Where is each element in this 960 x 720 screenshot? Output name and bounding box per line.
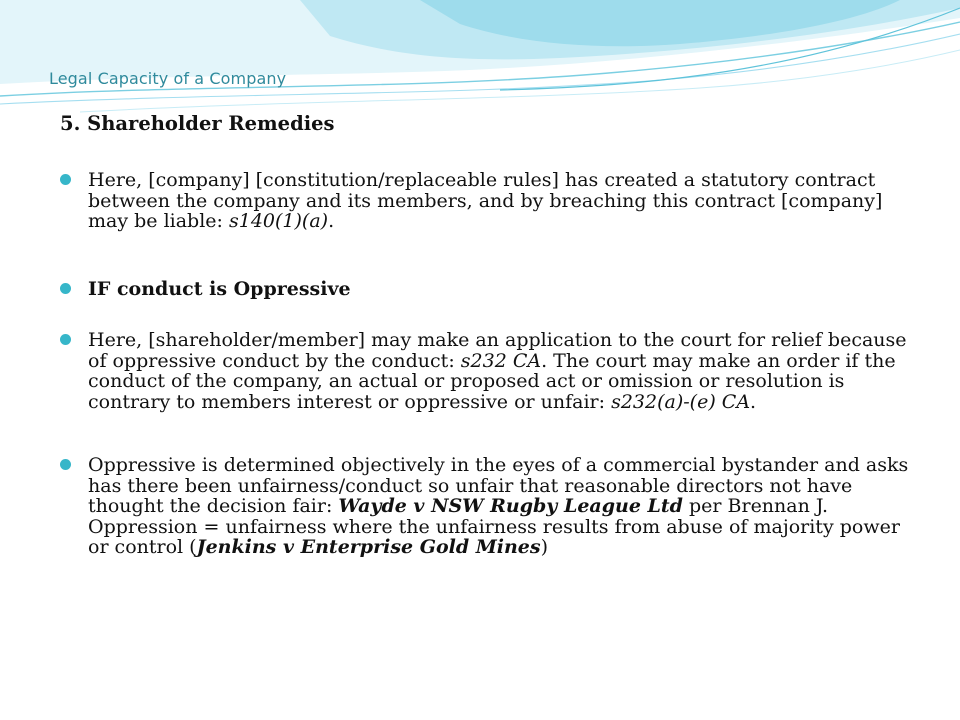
header-wave-decoration — [0, 0, 960, 130]
bullet-end: . — [328, 210, 335, 232]
bullet-dot-icon — [60, 334, 71, 345]
bullet-text: Here, [shareholder/member] may make an application to the court for relief because of oppressive conduct by the conduct: — [88, 329, 907, 372]
bullet-statutory-contract — [60, 170, 910, 232]
bullet-text: IF conduct is Oppressive — [88, 277, 351, 300]
case-name: Wayde v NSW Rugby League Ltd — [338, 495, 683, 517]
bullet-end: . — [750, 390, 757, 413]
citation: s232(a)-(e) CA — [611, 390, 751, 413]
slide-title: Legal Capacity of a Company — [49, 69, 287, 88]
bullet-text: Here, [company] [constitution/replaceable rules] has created a statutory contract between the company and its members, and by breaching this contract [company] may be liable: — [88, 169, 883, 232]
bullet-text: Oppressive is determined objectively in the eyes of a commercial bystander and asks has there been unfairness/conduct so unfair that reasonable directors not have thought the decision fair: — [88, 454, 909, 517]
bullet-text: . The court may make an order if the conduct of the company, an actual or proposed act or omission or resolution is contrary to members interest or oppressive or unfair: — [88, 349, 896, 413]
bullet-dot-icon — [60, 174, 71, 185]
citation: s232 CA — [460, 349, 542, 372]
citation: s140(1)(a) — [228, 210, 329, 232]
bullet-list — [60, 170, 910, 558]
bullet-oppressive-definition — [60, 455, 910, 558]
bullet-dot-icon — [60, 283, 71, 294]
case-name: Jenkins v Enterprise Gold Mines — [196, 536, 541, 558]
bullet-dot-icon — [60, 459, 71, 470]
bullet-oppressive-heading — [60, 279, 910, 300]
bullet-text: per Brennan J. Oppression = unfairness where the unfairness results from abuse of majority power or control ( — [88, 495, 900, 558]
section-heading: 5. Shareholder Remedies — [60, 112, 335, 135]
bullet-application-to-court — [60, 330, 910, 412]
bullet-end: ) — [540, 536, 549, 558]
